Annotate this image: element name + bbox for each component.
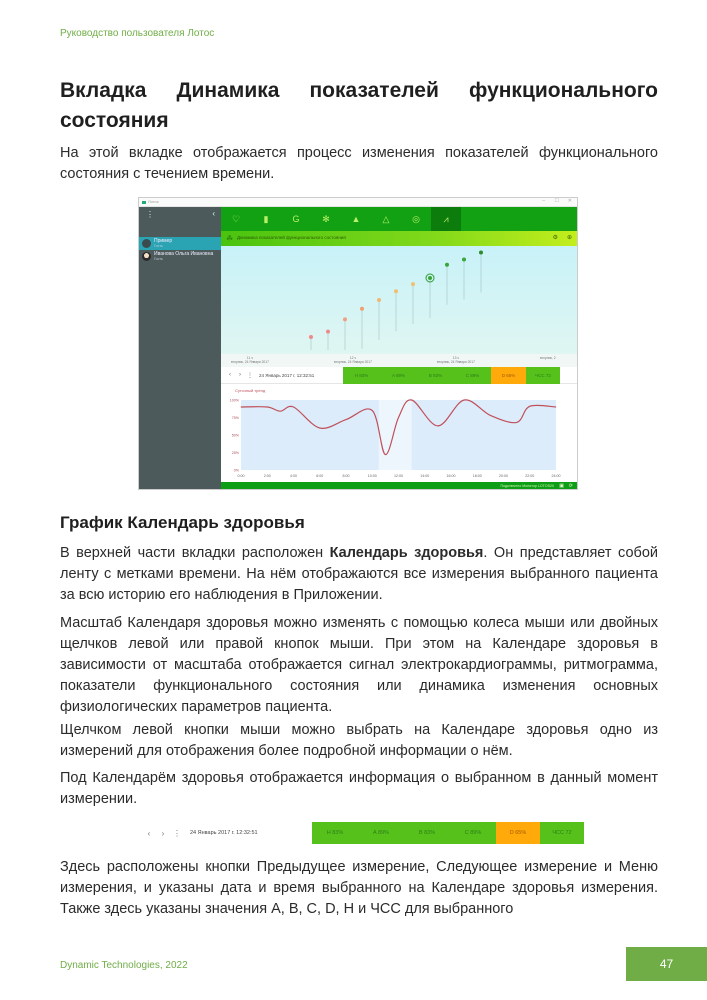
window-titlebar (139, 198, 577, 207)
avatar (142, 239, 151, 248)
calendar-measurement-point (445, 263, 449, 267)
trend-point (267, 407, 268, 408)
trend-point (556, 407, 557, 408)
patient-sidebar (139, 207, 221, 490)
running-header: Руководство пользователя Лотос (60, 28, 215, 39)
tab-button[interactable] (311, 207, 341, 231)
patient-role: Гость (154, 244, 163, 248)
y-tick-label: 25% (231, 451, 239, 455)
trend-point (319, 428, 320, 429)
settings-icon[interactable]: ⚙ (552, 235, 558, 241)
x-tick-label: 14:00 (420, 474, 430, 478)
bold-term: Календарь здоровья (329, 545, 484, 561)
x-tick-label: 16:00 (446, 474, 456, 478)
metric-badge: ЧСС 72 (526, 367, 560, 384)
patient-item[interactable] (139, 237, 221, 250)
daily-trend-chart (221, 394, 578, 486)
text: В верхней части вкладки расположен (60, 545, 330, 561)
calendar-axis-label (540, 356, 556, 360)
trend-point (280, 411, 281, 412)
page-title (60, 76, 658, 136)
metric-badge: D 65% (496, 822, 540, 844)
x-tick-label: 10:00 (367, 474, 377, 478)
main-panel (221, 207, 578, 490)
tab-button[interactable] (431, 207, 461, 231)
trend-point (385, 454, 386, 455)
prev-measurement-button[interactable]: ‹ (147, 828, 151, 838)
trend-point (529, 406, 530, 407)
dots-flower-icon: ✻ (322, 213, 330, 224)
intro-paragraph: На этой вкладке отображается процесс изменения показателей функционального состояния с течением времени. (60, 145, 658, 182)
menu-icon[interactable]: ⋮ (146, 210, 154, 219)
x-tick-label: 12:00 (394, 474, 403, 478)
metric-badge: A 89% (380, 367, 417, 384)
trend-point (241, 407, 242, 408)
tab-header (221, 231, 578, 246)
y-tick-label: 75% (231, 416, 239, 420)
area-chart-icon: ▲ (351, 214, 361, 224)
triangle-icon: △ (382, 213, 390, 224)
calendar-measurement-point (394, 289, 398, 293)
x-tick-label: 6:00 (316, 474, 324, 478)
calendar-plot[interactable] (221, 246, 578, 354)
trend-point (437, 426, 438, 427)
patient-name: Иванова Ольга Ивановна (154, 251, 214, 257)
paragraph: Масштаб Календаря здоровья можно изменять с помощью колеса мыши или двойных щелчков левой или правой кнопок мыши. При этом на Календаре здоровья в зависимости от масштаба отображается сигнал электрокардиограммы, ритмограмма, показатели функционального состояния или динамика изменения основных физиологических параметров пациента. (60, 615, 658, 715)
date-label: вторник, 24 Января 2017 (334, 360, 372, 364)
app-screenshot (138, 197, 578, 490)
dynamics-icon: ☘ (226, 234, 234, 243)
x-tick-label: 20:00 (499, 474, 508, 478)
measurement-menu-button[interactable]: ⋮ (173, 828, 181, 838)
metrics-strip (343, 367, 560, 384)
connection-status: Подключено Монитор LOTOS20 (500, 484, 554, 488)
sync-icon[interactable]: ⟳ (568, 483, 573, 489)
bar-chart-icon: ▮ (263, 213, 269, 224)
calendar-measurement-point (343, 317, 347, 321)
spiral-icon: G (292, 214, 300, 224)
calendar-time-axis (221, 354, 578, 367)
x-tick-label: 22:00 (525, 474, 535, 478)
calendar-measurement-point (309, 335, 313, 339)
prev-measurement-button[interactable]: ‹ (229, 372, 231, 378)
y-tick-label: 50% (231, 433, 239, 438)
measurement-menu-button[interactable]: ⋮ (247, 372, 253, 379)
calendar-axis-label (334, 356, 372, 364)
measurement-infobar (221, 367, 578, 384)
title-line2: состояния (60, 109, 169, 132)
title-word: Динамика (176, 79, 280, 102)
metric-badge: B 83% (417, 367, 454, 384)
patient-name: Пример (154, 238, 173, 244)
highlight-band (379, 400, 412, 470)
metric-badge: B 83% (404, 822, 450, 844)
calendar-measurement-point (377, 298, 381, 302)
tab-button[interactable] (251, 207, 281, 231)
trend-point (516, 422, 517, 423)
measurement-infobar-example (138, 822, 584, 844)
patient-role: Гость (154, 257, 163, 261)
collapse-icon[interactable]: ‹ (212, 209, 215, 218)
next-measurement-button[interactable]: › (161, 828, 165, 838)
metric-badge: C 89% (450, 822, 496, 844)
maximize-button[interactable]: ☐ (554, 198, 559, 204)
calendar-measurement-point (479, 250, 483, 254)
paragraph: Под Календарём здоровья отображается информация о выбранном в данный момент измерении. (60, 770, 658, 807)
tab-title: Динамика показателей функционального состояния (237, 235, 346, 240)
title-word: функционального (468, 79, 659, 102)
paragraph: Щелчком левой кнопки мыши можно выбрать на Календаре здоровья одно из измерений для отображения более подробной информации о нём. (60, 722, 658, 759)
trend-point (372, 410, 373, 411)
window-title: Лотос (148, 199, 159, 204)
x-tick-label: 0:00 (237, 474, 245, 478)
x-tick-label: 4:00 (290, 474, 297, 478)
y-tick-label: 100% (229, 398, 239, 403)
y-tick-label: 0% (233, 468, 239, 473)
status-bar (221, 482, 578, 490)
tab-button[interactable] (221, 207, 251, 231)
metric-badge: H 83% (343, 367, 380, 384)
date-label: вторник, 24 Января 2017 (437, 360, 475, 364)
x-tick-label: 2:00 (263, 474, 271, 478)
trend-point (411, 400, 412, 401)
trend-point (464, 400, 465, 401)
trend-point (398, 417, 399, 418)
line-chart-icon: ⩘ (443, 213, 449, 224)
close-button[interactable]: ✕ (567, 198, 572, 204)
health-calendar[interactable] (221, 246, 578, 354)
x-tick-label: 8:00 (342, 474, 350, 478)
calendar-measurement-point (462, 258, 466, 262)
calendar-axis-label (231, 356, 269, 364)
tab-toolbar (221, 207, 578, 231)
trend-point (490, 415, 491, 416)
x-tick-label: 24:00 (551, 474, 561, 478)
metric-badge: ЧСС 72 (540, 822, 584, 844)
calendar-measurement-point (326, 330, 330, 334)
footer-company: Dynamic Technologies, 2022 (60, 960, 188, 971)
measurement-datetime: 24 Январь 2017 г. 12:32:51 (259, 372, 315, 378)
title-word: Вкладка (60, 79, 147, 102)
monitor-icon[interactable]: ▣ (559, 483, 564, 489)
next-measurement-button[interactable]: › (239, 372, 241, 378)
measurement-datetime: 24 Январь 2017 г. 12:32:51 (190, 830, 258, 836)
avatar (142, 252, 151, 261)
page-number: 47 (626, 947, 707, 981)
app-logo-icon (142, 201, 146, 204)
metric-badge: C 89% (454, 367, 491, 384)
tab-button[interactable] (341, 207, 371, 231)
hour-label: 12 ч (349, 356, 357, 360)
section-heading: График Календарь здоровья (60, 513, 305, 532)
tab-button[interactable] (281, 207, 311, 231)
add-icon[interactable]: ⊕ (566, 235, 572, 241)
calendar-measurement-point (360, 307, 364, 311)
metric-badge: A 89% (358, 822, 404, 844)
trend-point (346, 419, 347, 420)
daily-trend-panel (221, 384, 578, 487)
x-tick-label: 18:00 (472, 474, 482, 478)
date-label: вторник, 24 Января 2017 (231, 360, 269, 364)
calendar-measurement-point (428, 276, 432, 280)
paragraph (60, 543, 658, 606)
hour-label: 13 ч (452, 356, 460, 360)
circle-icon: ◎ (412, 213, 420, 224)
calendar-axis-label (437, 356, 475, 364)
calendar-measurement-point (411, 282, 415, 286)
metric-badge: H 83% (312, 822, 358, 844)
trend-point (293, 407, 294, 408)
minimize-button[interactable]: – (542, 198, 545, 204)
daily-trend-label: Суточный тренд (235, 388, 266, 393)
tab-button[interactable] (371, 207, 401, 231)
date-label: вторник, 2 (540, 356, 556, 360)
heart-monitor-icon: ♡ (231, 213, 241, 224)
tab-button[interactable] (401, 207, 431, 231)
text: . Он представляет собой ленту с метками времени. На нём отображаются все измерения выбранного пациента за всю историю его наблюдения в Приложении. (60, 545, 658, 603)
metric-badge: D 65% (491, 367, 526, 384)
paragraph: Здесь расположены кнопки Предыдущее измерение, Следующее измерение и Меню измерения, и указаны дата и время выбранного на Календаре здоровья измерения. Также здесь указаны значения A, B, C, D, H и ЧСС для выбранного (60, 859, 658, 917)
patient-item[interactable] (139, 250, 221, 263)
title-word: показателей (309, 79, 439, 102)
metrics-strip (312, 822, 584, 844)
hour-label: 11 ч (246, 356, 253, 360)
